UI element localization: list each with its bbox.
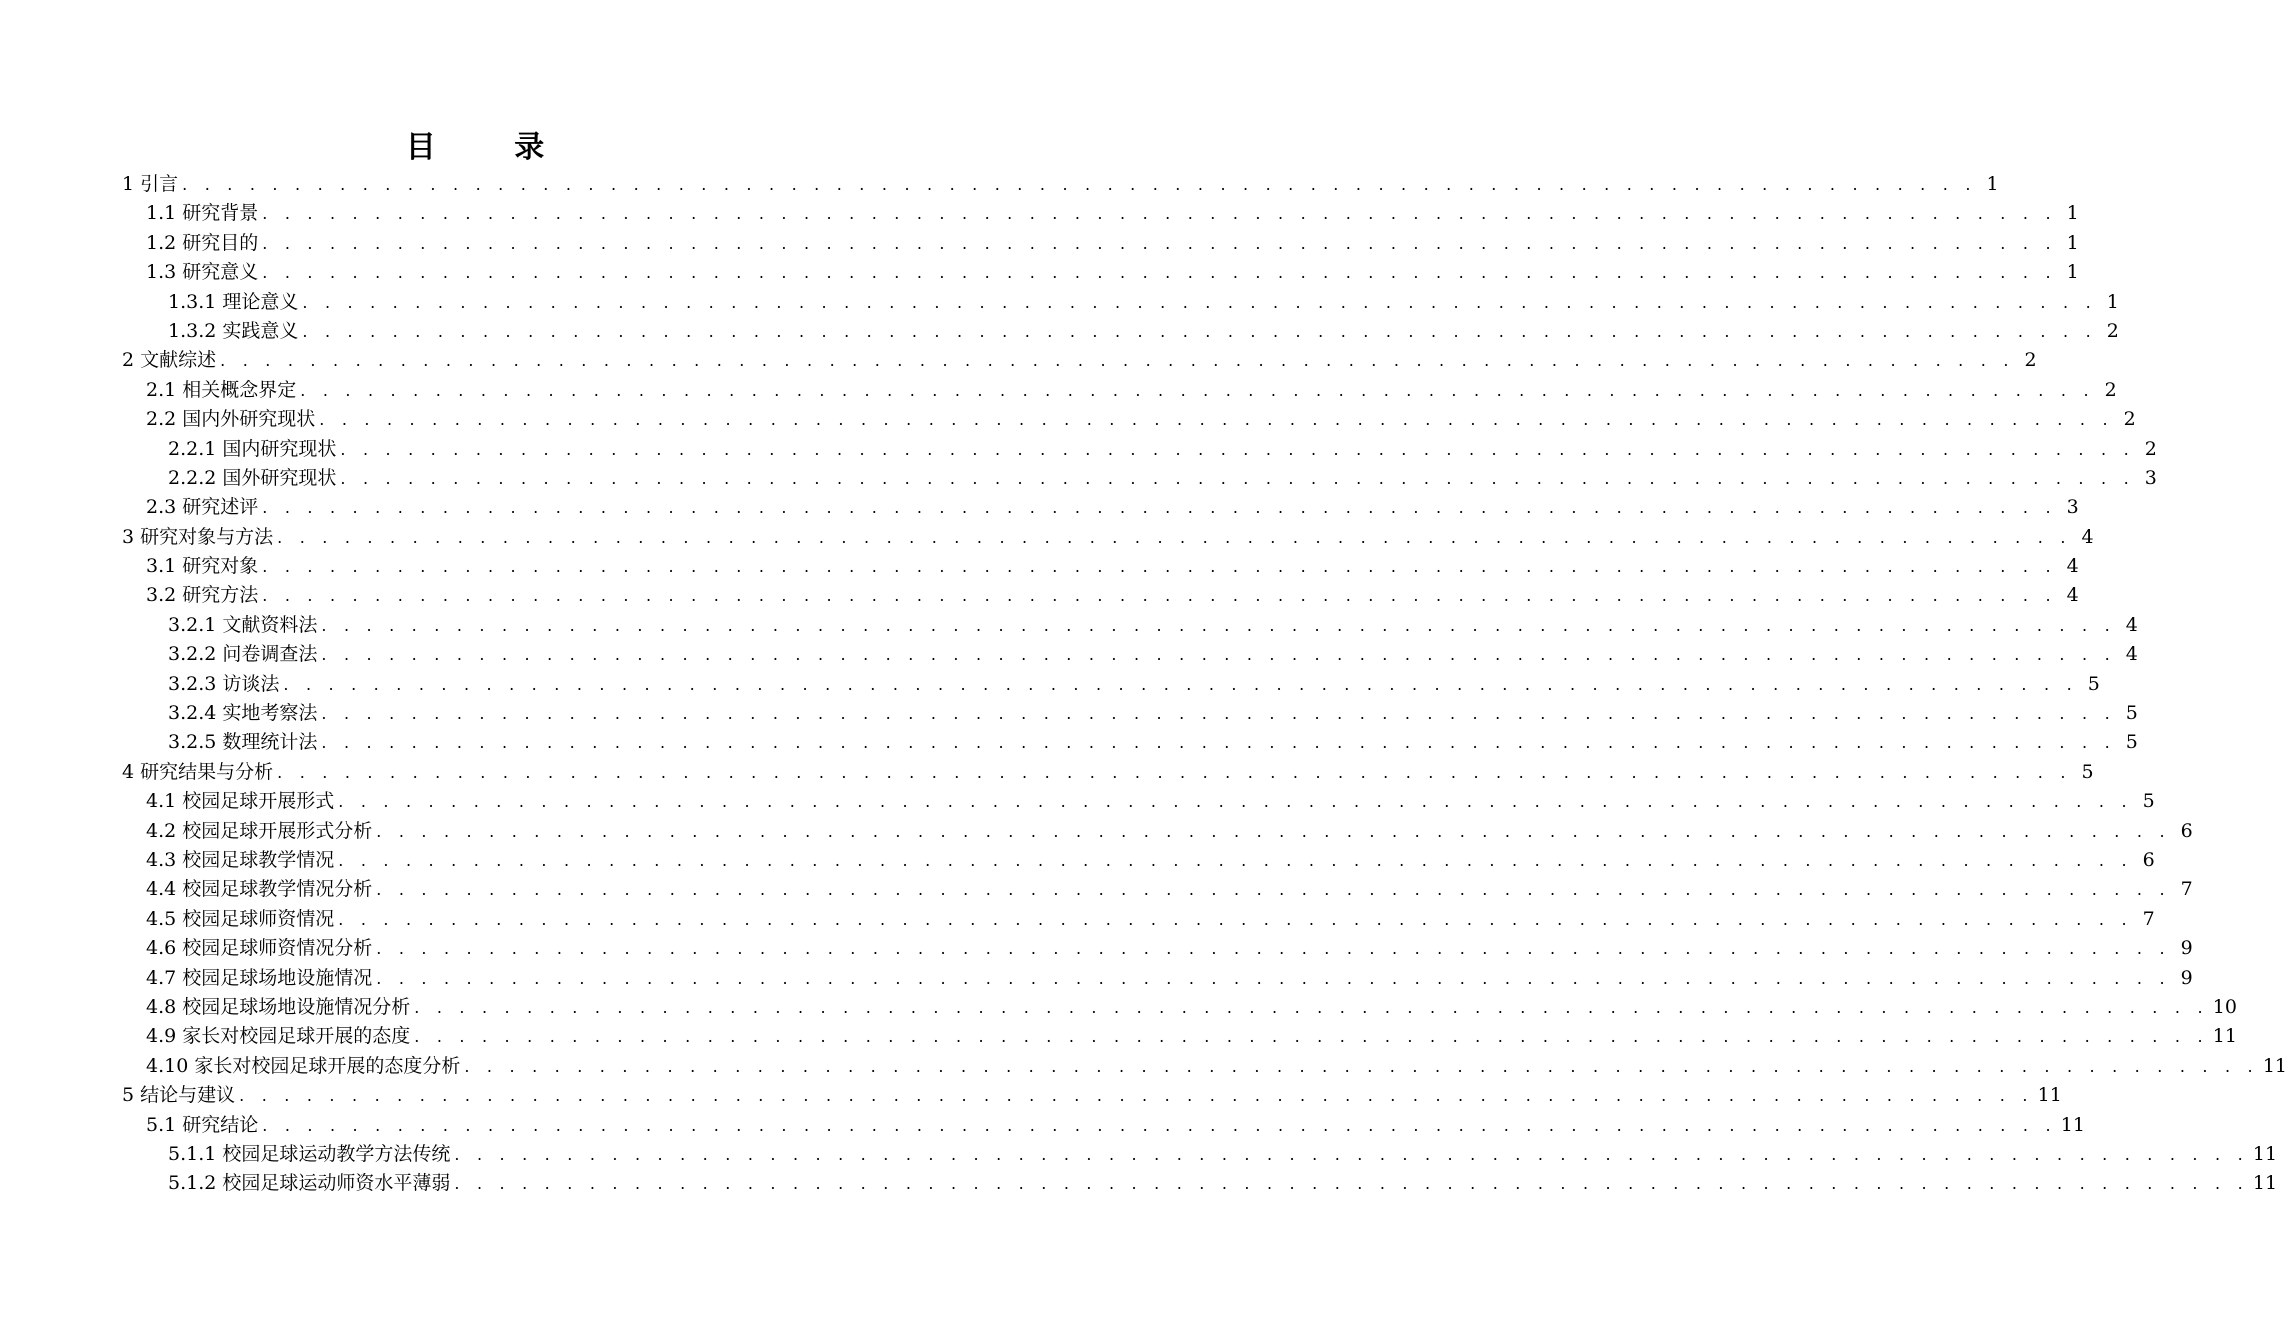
toc-entry[interactable] xyxy=(122,493,2079,522)
toc-entry-page-number: 11 xyxy=(2252,1172,2278,1195)
toc-entry-page-number: 11 xyxy=(2037,1084,2062,1107)
toc-entry-page-number: 10 xyxy=(2212,995,2237,1018)
dot-leader: . . . . . . . . . . . . . . . . . . . . . . . . . . . . . . . . . . . . . . . . . . . . . . . . . . . . . . . . . . . . . . . . . . . . . . . . . . . . . . . . xyxy=(262,586,2057,606)
dot-leader: . . . . . . . . . . . . . . . . . . . . . . . . . . . . . . . . . . . . . . . . . . . . . . . . . . . . . . . . . . . . . . . . . . . . . . . . . . . . . . . . xyxy=(262,233,2057,253)
toc-entry-page-number: 1 xyxy=(2106,290,2119,313)
toc-entry[interactable] xyxy=(122,464,2157,493)
toc-entry-label: 4.10 家长对校园足球开展的态度分析 xyxy=(146,1054,461,1077)
toc-entry-page-number: 2 xyxy=(2123,408,2136,431)
toc-entry[interactable] xyxy=(122,787,2155,816)
toc-entry[interactable] xyxy=(122,552,2079,581)
toc-entry[interactable] xyxy=(122,1111,2085,1140)
toc-entry[interactable] xyxy=(122,1081,2062,1110)
toc-entry-page-number: 5 xyxy=(2087,672,2100,695)
toc-entry[interactable] xyxy=(122,258,2079,287)
toc-entry-page-number: 3 xyxy=(2066,496,2079,519)
toc-entry[interactable] xyxy=(122,288,2119,317)
toc-entry-page-number: 5 xyxy=(2125,731,2138,754)
dot-leader: . . . . . . . . . . . . . . . . . . . . . . . . . . . . . . . . . . . . . . . . . . . . . . . . . . . . . . . . . . . . . . . . . . . . . . . . . . . . . . . . xyxy=(454,1174,2249,1194)
toc-entry-page-number: 6 xyxy=(2180,819,2193,842)
toc-entry-page-number: 3 xyxy=(2144,466,2157,489)
toc-title: 目 录 xyxy=(405,130,579,165)
dot-leader: . . . . . . . . . . . . . . . . . . . . . . . . . . . . . . . . . . . . . . . . . . . . . . . . . . . . . . . . . . . . . . . . . . . . . . . . . . . . . . . . xyxy=(262,498,2057,518)
toc-entry-label: 3.2.1 文献资料法 xyxy=(168,613,318,636)
toc-entry[interactable] xyxy=(122,817,2193,846)
dot-leader: . . . . . . . . . . . . . . . . . . . . . . . . . . . . . . . . . . . . . . . . . . . . . . . . . . . . . . . . . . . . . . . . . . . . . . . . . . . . . . . . xyxy=(376,821,2171,841)
dot-leader: . . . . . . . . . . . . . . . . . . . . . . . . . . . . . . . . . . . . . . . . . . . . . . . . . . . . . . . . . . . . . . . . . . . . . . . . . . . . . . . . xyxy=(454,1144,2249,1164)
toc-entry[interactable] xyxy=(122,640,2138,669)
toc-entry[interactable] xyxy=(122,611,2138,640)
dot-leader: . . . . . . . . . . . . . . . . . . . . . . . . . . . . . . . . . . . . . . . . . . . . . . . . . . . . . . . . . . . . . . . . . . . . . . . . . . . . . . . . xyxy=(262,557,2057,577)
toc-entry[interactable] xyxy=(122,758,2094,787)
dot-leader: . . . . . . . . . . . . . . . . . . . . . . . . . . . . . . . . . . . . . . . . . . . . . . . . . . . . . . . . . . . . . . . . . . . . . . . . . . . . . . . . xyxy=(283,674,2078,694)
dot-leader: . . . . . . . . . . . . . . . . . . . . . . . . . . . . . . . . . . . . . . . . . . . . . . . . . . . . . . . . . . . . . . . . . . . . . . . . . . . . . . . . xyxy=(262,263,2057,283)
dot-leader: . . . . . . . . . . . . . . . . . . . . . . . . . . . . . . . . . . . . . . . . . . . . . . . . . . . . . . . . . . . . . . . . . . . . . . . . . . . . . . . . xyxy=(262,1115,2057,1135)
toc-entry-label: 4.4 校园足球教学情况分析 xyxy=(146,878,373,901)
toc-entry[interactable] xyxy=(122,670,2100,699)
toc-entry-page-number: 4 xyxy=(2081,525,2094,548)
toc-entry-page-number: 1 xyxy=(2066,202,2079,225)
toc-entry[interactable] xyxy=(122,1140,2278,1169)
toc-entry[interactable] xyxy=(122,846,2155,875)
toc-entry-label: 2.2 国内外研究现状 xyxy=(146,408,316,431)
dot-leader: . . . . . . . . . . . . . . . . . . . . . . . . . . . . . . . . . . . . . . . . . . . . . . . . . . . . . . . . . . . . . . . . . . . . . . . . . . . . . . . . xyxy=(376,968,2171,988)
toc-entry[interactable] xyxy=(122,964,2193,993)
dot-leader: . . . . . . . . . . . . . . . . . . . . . . . . . . . . . . . . . . . . . . . . . . . . . . . . . . . . . . . . . . . . . . . . . . . . . . . . . . . . . . . . xyxy=(340,439,2135,459)
toc-entry-label: 3.2.3 访谈法 xyxy=(168,672,280,695)
toc-entry-page-number: 1 xyxy=(2066,231,2079,254)
toc-entry[interactable] xyxy=(122,728,2138,757)
toc-entry-page-number: 4 xyxy=(2125,613,2138,636)
toc-entry-page-number: 2 xyxy=(2024,349,2037,372)
toc-entry[interactable] xyxy=(122,170,1999,199)
toc-entry[interactable] xyxy=(122,199,2079,228)
toc-entry-page-number: 4 xyxy=(2066,555,2079,578)
dot-leader: . . . . . . . . . . . . . . . . . . . . . . . . . . . . . . . . . . . . . . . . . . . . . . . . . . . . . . . . . . . . . . . . . . . . . . . . . . . . . . . . xyxy=(338,909,2133,929)
toc-entry-page-number: 1 xyxy=(2066,261,2079,284)
toc-entry-label: 2 文献综述 xyxy=(122,349,217,372)
toc-entry-page-number: 11 xyxy=(2252,1142,2278,1165)
toc-entry-page-number: 9 xyxy=(2180,966,2193,989)
toc-entry-label: 4.6 校园足球师资情况分析 xyxy=(146,937,373,960)
toc-entry[interactable] xyxy=(122,346,2037,375)
toc-entry-label: 1.3 研究意义 xyxy=(146,261,259,284)
toc-entry[interactable] xyxy=(122,1169,2278,1198)
toc-entry-label: 1.2 研究目的 xyxy=(146,231,259,254)
toc-entry[interactable] xyxy=(122,1052,2287,1081)
dot-leader: . . . . . . . . . . . . . . . . . . . . . . . . . . . . . . . . . . . . . . . . . . . . . . . . . . . . . . . . . . . . . . . . . . . . . . . . . . . . . . . . xyxy=(220,351,2015,371)
toc-entry-label: 1.3.2 实践意义 xyxy=(168,319,299,342)
toc-entry-label: 5 结论与建议 xyxy=(122,1084,236,1107)
toc-entry-page-number: 11 xyxy=(2212,1025,2237,1048)
dot-leader: . . . . . . . . . . . . . . . . . . . . . . . . . . . . . . . . . . . . . . . . . . . . . . . . . . . . . . . . . . . . . . . . . . . . . . . . . . . . . . . . xyxy=(321,615,2116,635)
toc-entry-label: 4.3 校园足球教学情况 xyxy=(146,848,335,871)
toc-entry[interactable] xyxy=(122,376,2117,405)
toc-entry[interactable] xyxy=(122,405,2136,434)
toc-entry[interactable] xyxy=(122,1022,2237,1051)
toc-entry[interactable] xyxy=(122,523,2094,552)
toc-entry-label: 2.3 研究述评 xyxy=(146,496,259,519)
toc-entry-label: 3 研究对象与方法 xyxy=(122,525,274,548)
toc-entry-label: 4.8 校园足球场地设施情况分析 xyxy=(146,995,411,1018)
toc-entry-label: 3.2.2 问卷调查法 xyxy=(168,643,318,666)
dot-leader: . . . . . . . . . . . . . . . . . . . . . . . . . . . . . . . . . . . . . . . . . . . . . . . . . . . . . . . . . . . . . . . . . . . . . . . . . . . . . . . . xyxy=(302,292,2097,312)
toc-entry-label: 5.1.1 校园足球运动教学方法传统 xyxy=(168,1142,451,1165)
dot-leader: . . . . . . . . . . . . . . . . . . . . . . . . . . . . . . . . . . . . . . . . . . . . . . . . . . . . . . . . . . . . . . . . . . . . . . . . . . . . . . . . xyxy=(464,1056,2259,1076)
toc-entry-label: 4 研究结果与分析 xyxy=(122,760,274,783)
toc-entry-label: 3.2.4 实地考察法 xyxy=(168,702,318,725)
toc-entry-label: 4.7 校园足球场地设施情况 xyxy=(146,966,373,989)
dot-leader: . . . . . . . . . . . . . . . . . . . . . . . . . . . . . . . . . . . . . . . . . . . . . . . . . . . . . . . . . . . . . . . . . . . . . . . . . . . . . . . . xyxy=(338,850,2133,870)
toc-entry[interactable] xyxy=(122,934,2193,963)
toc-entry[interactable] xyxy=(122,905,2155,934)
toc-entry[interactable] xyxy=(122,875,2193,904)
toc-entry-page-number: 5 xyxy=(2125,702,2138,725)
toc-entry-page-number: 4 xyxy=(2066,584,2079,607)
dot-leader: . . . . . . . . . . . . . . . . . . . . . . . . . . . . . . . . . . . . . . . . . . . . . . . . . . . . . . . . . . . . . . . . . . . . . . . . . . . . . . . . xyxy=(321,733,2116,753)
toc-entry-page-number: 7 xyxy=(2180,878,2193,901)
toc-entry-page-number: 1 xyxy=(1986,173,1999,195)
dot-leader: . . . . . . . . . . . . . . . . . . . . . . . . . . . . . . . . . . . . . . . . . . . . . . . . . . . . . . . . . . . . . . . . . . . . . . . . . . . . . . . . xyxy=(376,880,2171,900)
dot-leader: . . . . . . . . . . . . . . . . . . . . . . . . . . . . . . . . . . . . . . . . . . . . . . . . . . . . . . . . . . . . . . . . . . . . . . . . . . . . . . . . xyxy=(239,1086,2034,1106)
toc-entry-label: 2.2.1 国内研究现状 xyxy=(168,437,337,460)
toc-entry[interactable] xyxy=(122,993,2237,1022)
toc-entry-page-number: 5 xyxy=(2081,760,2094,783)
toc-entry-label: 4.5 校园足球师资情况 xyxy=(146,907,335,930)
toc-entry-page-number: 6 xyxy=(2142,848,2155,871)
toc-entry-page-number: 5 xyxy=(2142,790,2155,813)
toc-entry-label: 3.2 研究方法 xyxy=(146,584,259,607)
toc-entry[interactable] xyxy=(122,435,2157,464)
toc-entry-label: 5.1.2 校园足球运动师资水平薄弱 xyxy=(168,1172,451,1195)
toc-entry-page-number: 2 xyxy=(2144,437,2157,460)
dot-leader: . . . . . . . . . . . . . . . . . . . . . . . . . . . . . . . . . . . . . . . . . . . . . . . . . . . . . . . . . . . . . . . . . . . . . . . . . . . . . . . . xyxy=(277,762,2072,782)
dot-leader: . . . . . . . . . . . . . . . . . . . . . . . . . . . . . . . . . . . . . . . . . . . . . . . . . . . . . . . . . . . . . . . . . . . . . . . . . . . . . . . . xyxy=(321,645,2116,665)
dot-leader: . . . . . . . . . . . . . . . . . . . . . . . . . . . . . . . . . . . . . . . . . . . . . . . . . . . . . . . . . . . . . . . . . . . . . . . . . . . . . . . . xyxy=(262,204,2057,224)
dot-leader: . . . . . . . . . . . . . . . . . . . . . . . . . . . . . . . . . . . . . . . . . . . . . . . . . . . . . . . . . . . . . . . . . . . . . . . . . . . . . . . . xyxy=(277,527,2072,547)
dot-leader: . . . . . . . . . . . . . . . . . . . . . . . . . . . . . . . . . . . . . . . . . . . . . . . . . . . . . . . . . . . . . . . . . . . . . . . . . . . . . . . . xyxy=(300,380,2095,400)
toc-entry-label: 5.1 研究结论 xyxy=(146,1113,259,1136)
dot-leader: . . . . . . . . . . . . . . . . . . . . . . . . . . . . . . . . . . . . . . . . . . . . . . . . . . . . . . . . . . . . . . . . . . . . . . . . . . . . . . . . xyxy=(414,997,2209,1017)
dot-leader: . . . . . . . . . . . . . . . . . . . . . . . . . . . . . . . . . . . . . . . . . . . . . . . . . . . . . . . . . . . . . . . . . . . . . . . . . . . . . . . . xyxy=(319,410,2114,430)
toc-entry-label: 4.1 校园足球开展形式 xyxy=(146,790,335,813)
toc-entry-page-number: 7 xyxy=(2142,907,2155,930)
toc-entry[interactable] xyxy=(122,581,2079,610)
toc-entry-page-number: 2 xyxy=(2106,319,2119,342)
toc-entry-label: 1.3.1 理论意义 xyxy=(168,290,299,313)
toc-entry-label: 3.2.5 数理统计法 xyxy=(168,731,318,754)
toc-entry[interactable] xyxy=(122,317,2119,346)
table-of-contents xyxy=(122,170,2287,1199)
toc-entry-label: 4.2 校园足球开展形式分析 xyxy=(146,819,373,842)
toc-entry-page-number: 11 xyxy=(2262,1054,2287,1077)
dot-leader: . . . . . . . . . . . . . . . . . . . . . . . . . . . . . . . . . . . . . . . . . . . . . . . . . . . . . . . . . . . . . . . . . . . . . . . . . . . . . . . . xyxy=(338,792,2133,812)
dot-leader: . . . . . . . . . . . . . . . . . . . . . . . . . . . . . . . . . . . . . . . . . . . . . . . . . . . . . . . . . . . . . . . . . . . . . . . . . . . . . . . . xyxy=(340,468,2135,488)
dot-leader: . . . . . . . . . . . . . . . . . . . . . . . . . . . . . . . . . . . . . . . . . . . . . . . . . . . . . . . . . . . . . . . . . . . . . . . . . . . . . . . . xyxy=(376,939,2171,959)
toc-entry-label: 4.9 家长对校园足球开展的态度 xyxy=(146,1025,411,1048)
toc-entry-label: 2.1 相关概念界定 xyxy=(146,378,297,401)
toc-entry[interactable] xyxy=(122,229,2079,258)
toc-entry-label: 1.1 研究背景 xyxy=(146,202,259,225)
toc-entry-label: 1 引言 xyxy=(122,173,179,195)
dot-leader: . . . . . . . . . . . . . . . . . . . . . . . . . . . . . . . . . . . . . . . . . . . . . . . . . . . . . . . . . . . . . . . . . . . . . . . . . . . . . . . . xyxy=(414,1027,2209,1047)
dot-leader: . . . . . . . . . . . . . . . . . . . . . . . . . . . . . . . . . . . . . . . . . . . . . . . . . . . . . . . . . . . . . . . . . . . . . . . . . . . . . . . . xyxy=(302,321,2097,341)
toc-entry-page-number: 4 xyxy=(2125,643,2138,666)
toc-entry-page-number: 11 xyxy=(2060,1113,2085,1136)
toc-entry-page-number: 9 xyxy=(2180,937,2193,960)
toc-entry[interactable] xyxy=(122,699,2138,728)
toc-entry-page-number: 2 xyxy=(2104,378,2117,401)
dot-leader: . . . . . . . . . . . . . . . . . . . . . . . . . . . . . . . . . . . . . . . . . . . . . . . . . . . . . . . . . . . . . . . . . . . . . . . . . . . . . . . . xyxy=(182,175,1977,194)
toc-entry-label: 3.1 研究对象 xyxy=(146,555,259,578)
toc-entry-label: 2.2.2 国外研究现状 xyxy=(168,466,337,489)
dot-leader: . . . . . . . . . . . . . . . . . . . . . . . . . . . . . . . . . . . . . . . . . . . . . . . . . . . . . . . . . . . . . . . . . . . . . . . . . . . . . . . . xyxy=(321,704,2116,724)
